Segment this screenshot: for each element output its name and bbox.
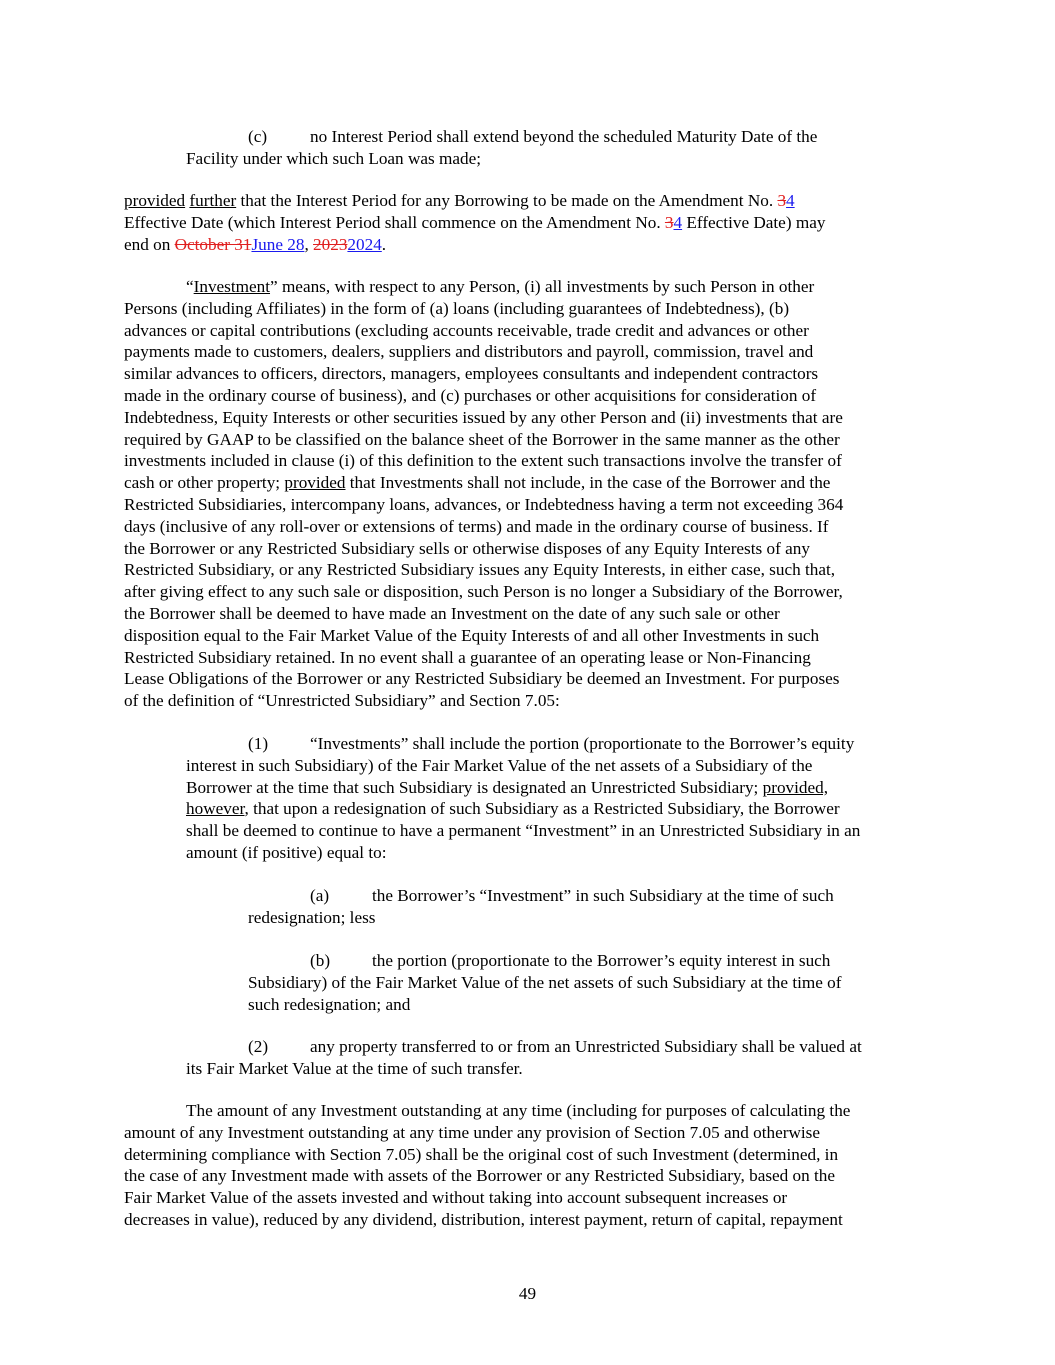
proviso-text-3: Effective Date) may <box>682 212 826 232</box>
investment-line-19: Lease Obligations of the Borrower or any Restricted Subsidiary be deemed an Investment. For purposes <box>124 669 840 689</box>
provided-term-3: provided, <box>762 777 829 797</box>
item-1-line-4-text: , that upon a redesignation of such Subsidiary as a Restricted Subsidiary, the Borrower <box>244 799 840 819</box>
item-1-line-2: interest in such Subsidiary) of the Fair Market Value of the net assets of a Subsidiary of the <box>186 755 813 775</box>
item-1 <box>186 733 860 864</box>
investment-line-18: Restricted Subsidiary retained. In no event shall a guarantee of an operating lease or Non-Financing <box>124 647 811 667</box>
inserted-year: 2024 <box>347 234 382 254</box>
item-2 <box>186 1036 862 1080</box>
item-1-text: “Investments” shall include the portion (proportionate to the Borrower’s equity <box>310 734 855 753</box>
proviso-comma: , <box>304 234 314 254</box>
proviso-period: . <box>381 234 387 254</box>
amount-paragraph <box>124 1100 850 1231</box>
amount-line-5: Fair Market Value of the assets invested and without taking into account subsequent increases or <box>124 1188 788 1208</box>
item-a <box>248 885 834 929</box>
item-1-label: (1) <box>248 734 269 753</box>
item-b-line-3: such redesignation; and <box>248 994 411 1014</box>
investment-term: Investment <box>193 277 271 296</box>
investment-line-1-text: ” means, with respect to any Person, (i) all investments by such Person in other <box>270 277 815 296</box>
investment-line-10-a: cash or other property; <box>124 473 285 493</box>
clause-c-line-1 <box>124 126 817 148</box>
investment-line-16: the Borrower shall be deemed to have made an Investment on the date of any such sale or other <box>124 603 780 623</box>
inserted-amendment-number: 4 <box>786 191 795 210</box>
investment-line-14: Restricted Subsidiary, or any Restricted Subsidiary issues any Equity Interests, in either case, such that, <box>124 560 836 580</box>
amount-line-1: The amount of any Investment outstanding at any time (including for purposes of calculating the <box>186 1101 851 1120</box>
item-1-line-5: shall be deemed to continue to have a permanent “Investment” in an Unrestricted Subsidiary in an <box>186 821 861 841</box>
item-a-line-2: redesignation; less <box>248 907 376 927</box>
proviso-text-2: Effective Date (which Interest Period shall commence on the Amendment No. <box>124 212 665 232</box>
item-b-line-2: Subsidiary) of the Fair Market Value of the net assets of such Subsidiary at the time of <box>248 972 842 992</box>
however-term: however <box>186 799 245 819</box>
item-a-label: (a) <box>310 886 330 905</box>
investment-line-5: similar advances to officers, directors, managers, employees consultants and independent contractors <box>124 364 819 384</box>
item-2-line-1 <box>186 1036 862 1058</box>
investment-line-11: Restricted Subsidiaries, intercompany loans, advances, or Indebtedness having a term not exceeding 364 <box>124 494 844 514</box>
clause-c <box>124 126 817 170</box>
provided-term: provided <box>124 191 186 210</box>
proviso-paragraph <box>124 190 825 255</box>
proviso-line-3 <box>124 234 825 256</box>
clause-c-text: no Interest Period shall extend beyond the scheduled Maturity Date of the <box>310 127 818 146</box>
item-1-line-1 <box>186 733 860 755</box>
investment-line-6: made in the ordinary course of business), and (c) purchases or other acquisitions for consideration of <box>124 385 817 405</box>
investment-line-10 <box>124 472 843 494</box>
investment-definition <box>124 276 843 712</box>
investment-line-10-b: that Investments shall not include, in the case of the Borrower and the <box>345 473 831 493</box>
provided-term-2: provided <box>284 473 346 493</box>
item-a-line-1 <box>248 885 834 907</box>
item-b-text: the portion (proportionate to the Borrower’s equity interest in such <box>372 951 831 970</box>
proviso-line-1 <box>124 190 825 212</box>
amount-line-3: determining compliance with Section 7.05) shall be the original cost of such Investment (determined, in <box>124 1144 839 1164</box>
investment-line-20: of the definition of “Unrestricted Subsidiary” and Section 7.05: <box>124 691 560 711</box>
investment-line-4: payments made to customers, dealers, suppliers and distributors and payroll, commission, travel and <box>124 342 814 362</box>
item-2-label: (2) <box>248 1037 269 1056</box>
investment-line-7: Indebtedness, Equity Interests or other securities issued by any other Person and (ii) investments that are <box>124 407 843 427</box>
proviso-text-4: end on <box>124 234 175 254</box>
proviso-text-1: that the Interest Period for any Borrowing to be made on the Amendment No. <box>240 191 778 210</box>
clause-c-line-2: Facility under which such Loan was made; <box>186 148 481 168</box>
deleted-amendment-number: 3 <box>777 191 787 210</box>
item-b-label: (b) <box>310 951 331 970</box>
item-1-line-3-text: Borrower at the time that such Subsidiary is designated an Unrestricted Subsidiary; <box>186 777 763 797</box>
item-1-line-6: amount (if positive) equal to: <box>186 842 387 862</box>
deleted-year: 2023 <box>313 234 348 254</box>
clause-c-label: (c) <box>248 127 268 146</box>
inserted-amendment-number-2: 4 <box>673 212 683 232</box>
amount-line-6: decreases in value), reduced by any dividend, distribution, interest payment, return of capital, repayment <box>124 1209 843 1229</box>
investment-line-17: disposition equal to the Fair Market Value of the Equity Interests of and all other Investments in such <box>124 625 820 645</box>
item-b-line-1 <box>248 950 841 972</box>
item-b <box>248 950 841 1015</box>
item-a-text: the Borrower’s “Investment” in such Subsidiary at the time of such <box>372 886 834 905</box>
page-number: 49 <box>518 1284 537 1303</box>
investment-line-9: investments included in clause (i) of this definition to the extent such transactions involve the transfer of <box>124 451 842 471</box>
amount-line-2: amount of any Investment outstanding at any time under any provision of Section 7.05 and otherwise <box>124 1122 820 1142</box>
investment-line-1 <box>124 276 843 298</box>
inserted-date: June 28 <box>251 234 305 254</box>
investment-line-3: advances or capital contributions (excluding accounts receivable, trade credit and advances or other <box>124 320 809 340</box>
amount-line-4: the case of any Investment made with assets of the Borrower or any Restricted Subsidiary, based on the <box>124 1166 836 1186</box>
investment-line-13: the Borrower or any Restricted Subsidiary sells or otherwise disposes of any Equity Interests of any <box>124 538 810 558</box>
item-2-text: any property transferred to or from an Unrestricted Subsidiary shall be valued at <box>310 1037 862 1056</box>
deleted-amendment-number-2: 3 <box>664 212 674 232</box>
item-1-line-3 <box>186 777 860 799</box>
investment-line-15: after giving effect to any such sale or disposition, such Person is no longer a Subsidiary of the Borrower, <box>124 582 843 602</box>
investment-line-8: required by GAAP to be classified on the balance sheet of the Borrower in the same manner as the other <box>124 429 840 449</box>
investment-line-12: days (inclusive of any roll-over or extensions of terms) and made in the ordinary course of business. If <box>124 516 829 536</box>
further-term: further <box>189 191 237 210</box>
investment-line-2: Persons (including Affiliates) in the form of (a) loans (including guarantees of Indebtedness), (b) <box>124 298 790 318</box>
proviso-line-2 <box>124 212 825 234</box>
item-2-line-2: its Fair Market Value at the time of such transfer. <box>186 1058 523 1078</box>
deleted-date: October 31 <box>174 234 252 254</box>
open-quote: “ <box>186 277 194 296</box>
item-1-line-4 <box>186 798 860 820</box>
